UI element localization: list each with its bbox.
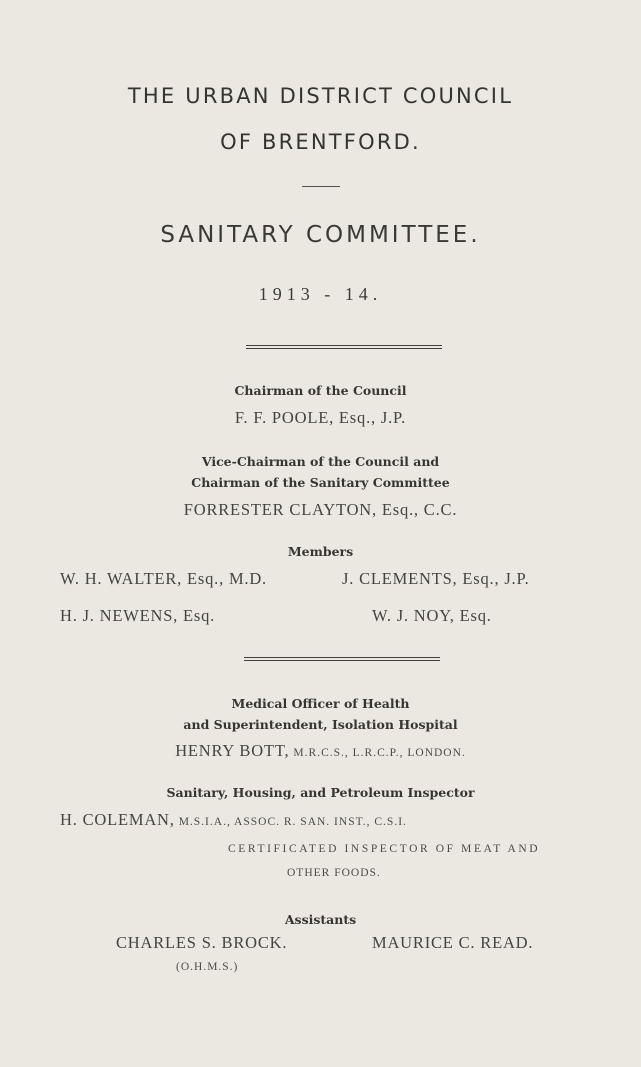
council-title-line2: OF BRENTFORD. — [220, 130, 421, 154]
inspector-entry — [60, 810, 407, 830]
inspector-certificate-line1: CERTIFICATED INSPECTOR OF MEAT AND — [228, 843, 541, 855]
medical-officer-role-line1: Medical Officer of Health — [231, 696, 410, 711]
inspector-qualifications: M.S.I.A., ASSOC. R. SAN. INST., C.S.I. — [178, 816, 407, 828]
member-item: H. J. NEWENS, Esq. — [60, 606, 216, 625]
double-divider-bottom — [244, 657, 440, 661]
medical-officer-qualifications: M.R.C.S., L.R.C.P., LONDON. — [293, 747, 466, 759]
members-heading: Members — [287, 544, 354, 559]
committee-title: SANITARY COMMITTEE. — [160, 222, 481, 248]
inspector-name: H. COLEMAN, — [60, 810, 175, 829]
assistant-name: CHARLES S. BROCK. — [116, 933, 288, 952]
vice-chairman-role-line1: Vice-Chairman of the Council and — [201, 454, 440, 469]
year-range: 1913 - 14. — [258, 284, 383, 304]
chairman-role: Chairman of the Council — [234, 383, 407, 398]
medical-officer-role-line2: and Superintendent, Isolation Hospital — [183, 717, 458, 732]
double-divider-top — [246, 345, 442, 349]
member-item: W. H. WALTER, Esq., M.D. — [60, 569, 267, 588]
inspector-role: Sanitary, Housing, and Petroleum Inspector — [166, 785, 475, 800]
medical-officer-entry — [0, 741, 641, 761]
council-title-line1: THE URBAN DISTRICT COUNCIL — [127, 84, 514, 108]
short-divider — [302, 186, 340, 187]
chairman-name: F. F. POOLE, Esq., J.P. — [234, 408, 407, 427]
assistants-heading: Assistants — [284, 912, 357, 927]
member-item: J. CLEMENTS, Esq., J.P. — [342, 569, 530, 588]
medical-officer-name: HENRY BOTT, — [175, 741, 290, 760]
member-item: W. J. NOY, Esq. — [372, 606, 492, 625]
inspector-certificate-line2: OTHER FOODS. — [287, 867, 381, 879]
vice-chairman-role-line2: Chairman of the Sanitary Committee — [191, 475, 450, 490]
assistant-note: (O.H.M.S.) — [176, 961, 239, 973]
assistant-name: MAURICE C. READ. — [372, 933, 534, 952]
vice-chairman-name: FORRESTER CLAYTON, Esq., C.C. — [183, 500, 458, 519]
